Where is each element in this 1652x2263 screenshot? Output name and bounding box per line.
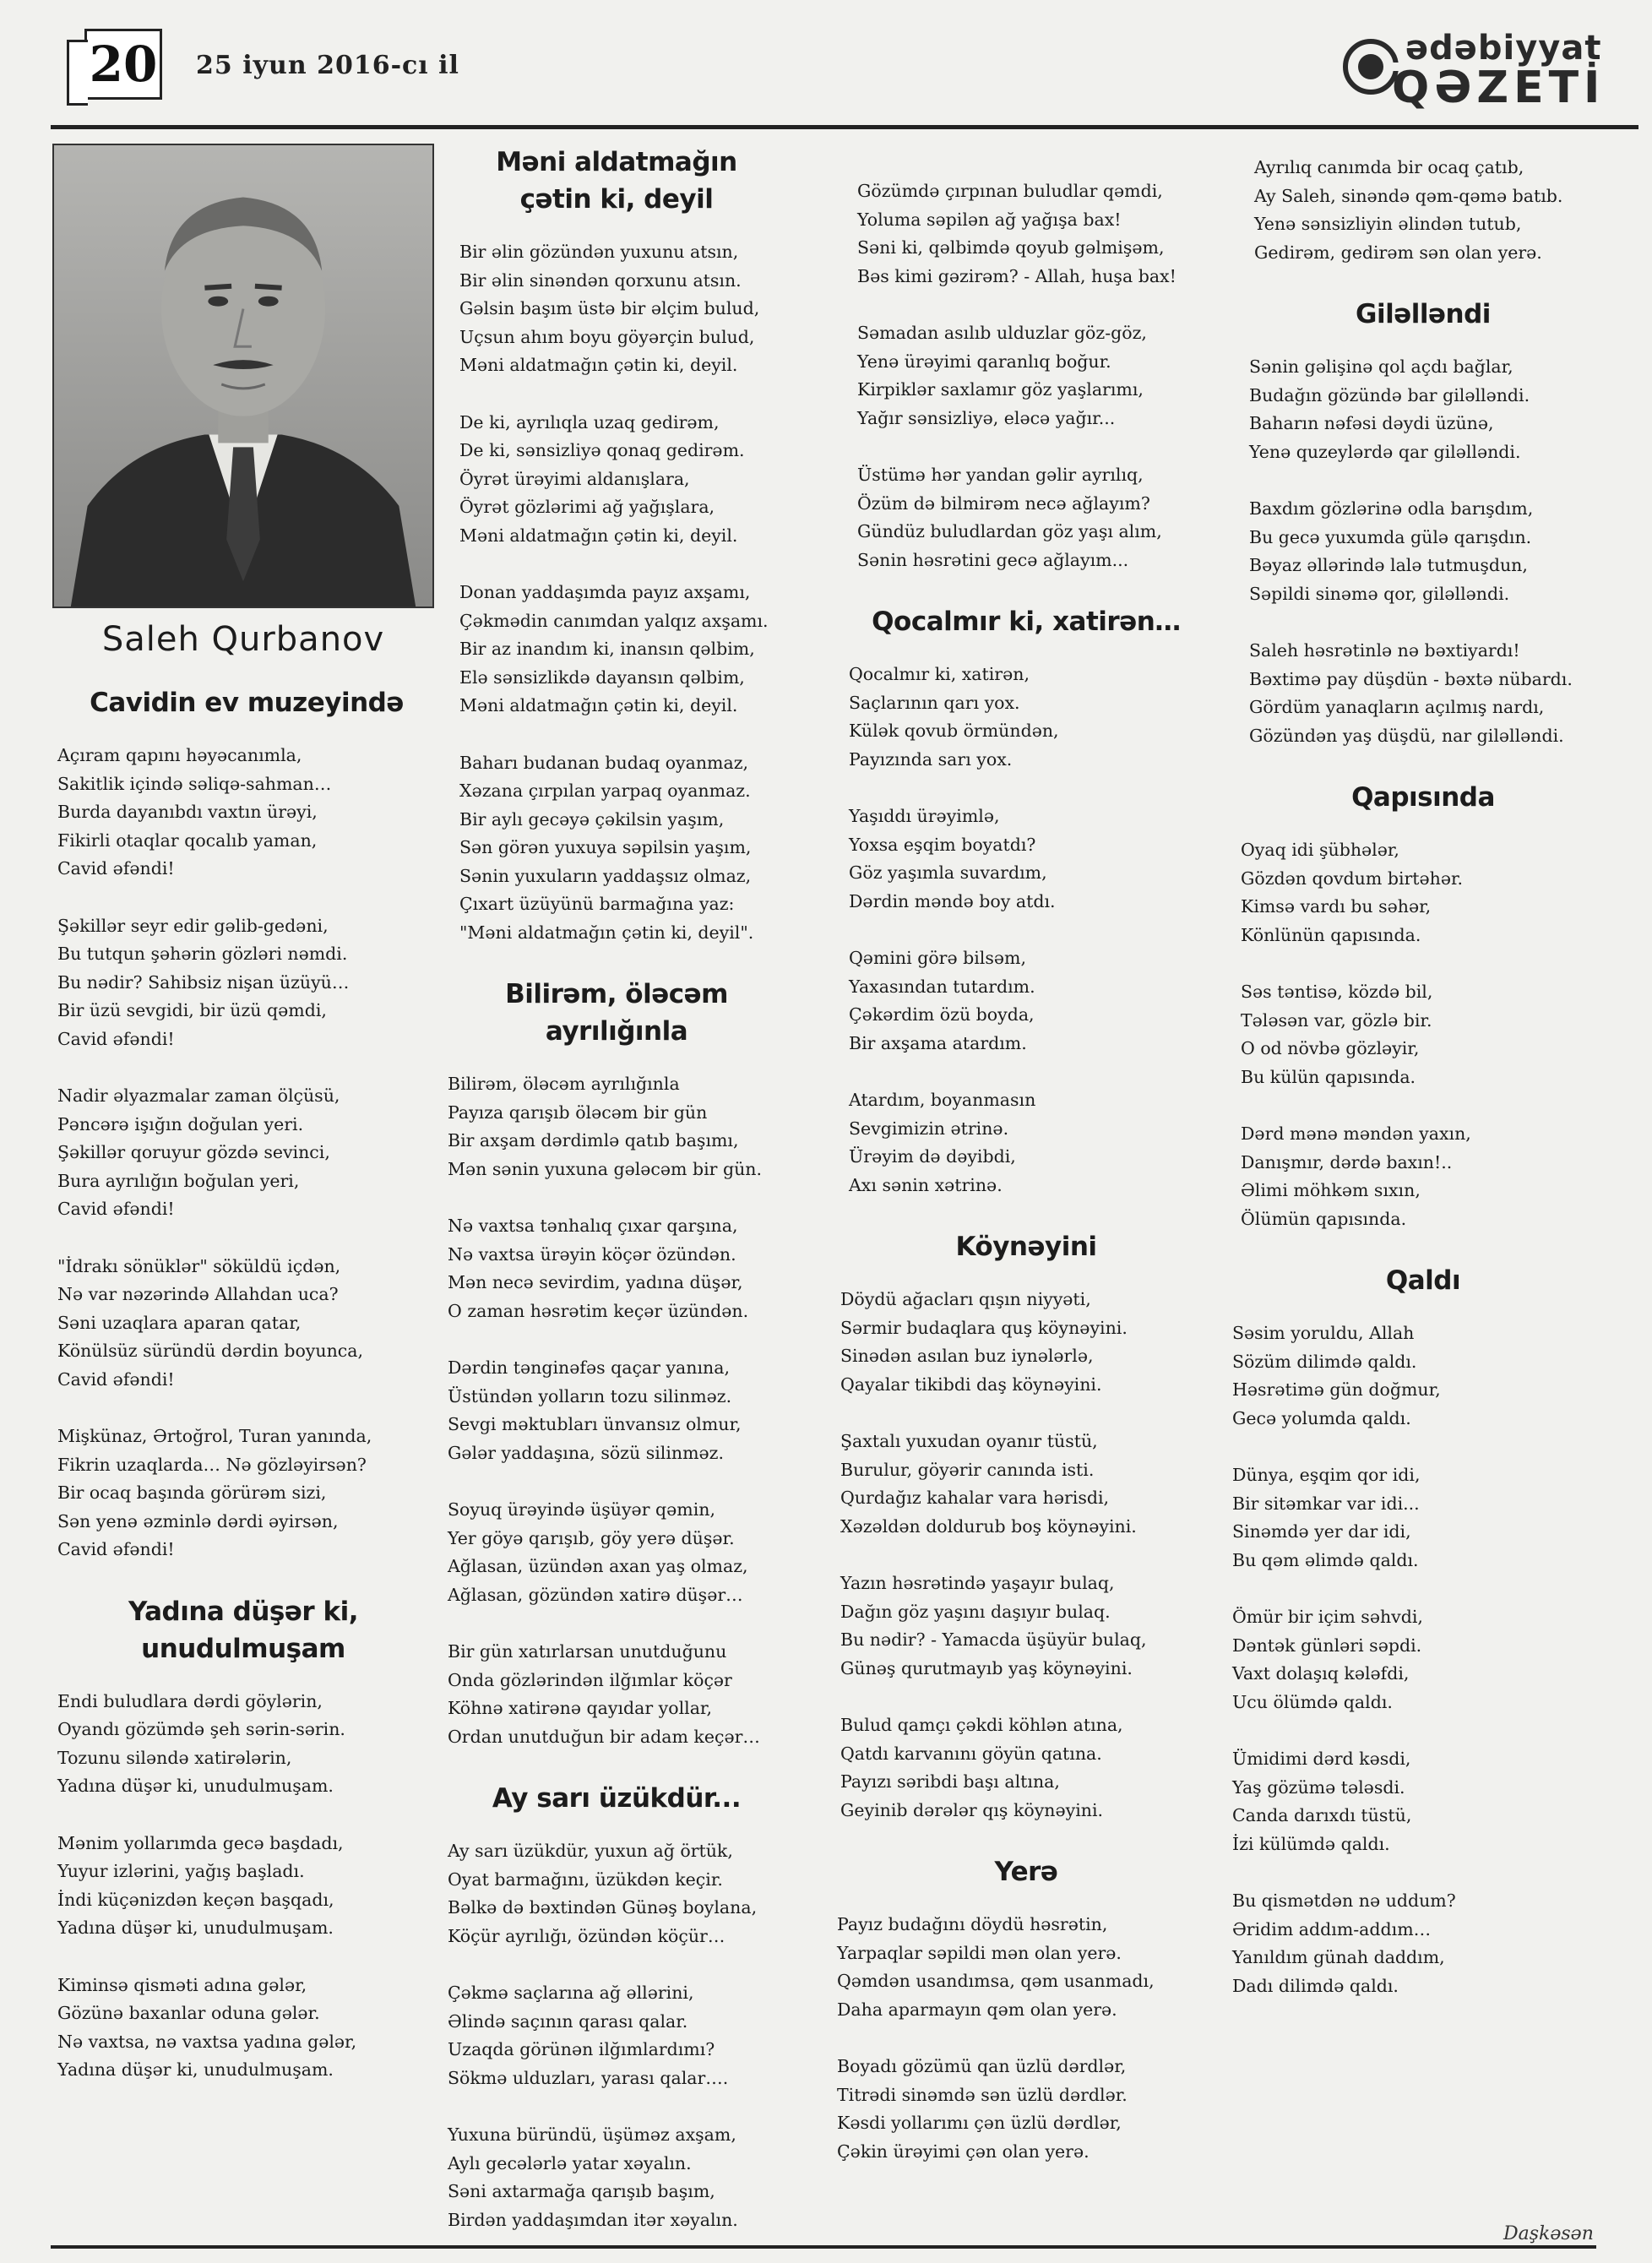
stanza xyxy=(1249,495,1617,608)
poem-line: Yer göyə qarışıb, göy yerə düşər. xyxy=(448,1527,735,1548)
poem xyxy=(1229,779,1617,1233)
poem-line: Dağın göz yaşını daşıyır bulaq. xyxy=(840,1601,1111,1622)
stanza xyxy=(1241,978,1617,1091)
stanza xyxy=(840,1428,1220,1541)
poem-line: Daha aparmayın qəm olan yerə. xyxy=(837,1999,1117,2020)
stanza xyxy=(857,319,1220,432)
poem-line: Titrədi sinəmdə sən üzlü dərdlər. xyxy=(837,2084,1128,2105)
stanza xyxy=(57,1830,441,1943)
poem-line: Uzaqda görünən ilğımlardımı? xyxy=(448,2039,715,2059)
poem-line: Köçür ayrılığı, özündən köçür… xyxy=(448,1925,725,1946)
poem-line: Cavid əfəndi! xyxy=(57,1199,175,1219)
poem-title: Köynəyini xyxy=(955,1232,1097,1262)
poem-line: Yağır sənsizliyə, eləcə yağır... xyxy=(857,407,1116,428)
poem-line: Ağlasan, gözündən xatirə düşər… xyxy=(448,1584,743,1605)
column-3 xyxy=(832,177,1220,2195)
poem-line: Qayalar tikibdi daş köynəyini. xyxy=(840,1374,1102,1395)
poem-line: Dəntək günləri səpdi. xyxy=(1232,1635,1422,1656)
poem-line: Yadına düşər ki, unudulmuşam. xyxy=(57,1918,334,1938)
stanza xyxy=(448,1979,794,2092)
poem-line: Sən yenə əzminlə dərdi əyirsən, xyxy=(57,1510,339,1531)
poem-line: Burda dayanıbdı vaxtın ürəyi, xyxy=(57,802,318,822)
poem-line: Yaş gözümə tələsdi. xyxy=(1232,1776,1405,1798)
stanza xyxy=(1232,1461,1617,1575)
poem-line: Yenə quzeylərdə qar giləlləndi. xyxy=(1249,441,1521,462)
portrait-image xyxy=(54,145,432,607)
poem-line: Gəlsin başım üstə bir əlçim bulud, xyxy=(459,298,760,318)
poem-line: Şaxtalı yuxudan oyanır tüstü, xyxy=(840,1431,1098,1451)
poem-line: Atardım, boyanmasın xyxy=(849,1090,1036,1110)
stanza xyxy=(849,1086,1220,1199)
poem-line: Ümidimi dərd kəsdi, xyxy=(1232,1749,1411,1769)
poem-line: O zaman həsrətim keçər üzündən. xyxy=(448,1300,749,1321)
poem-line: Kimsə vardı bu səhər, xyxy=(1241,896,1432,917)
poem-line: Baxdım gözlərinə odla barışdım, xyxy=(1249,498,1534,519)
stanza xyxy=(857,461,1220,574)
poem xyxy=(1229,1262,1617,2000)
poem-line: Gündüz buludlardan göz yaşı alım, xyxy=(857,521,1162,541)
stanza xyxy=(459,579,794,721)
poem-line: Payız budağını döydü həsrətin, xyxy=(837,1914,1108,1934)
poem-line: Könülsüz süründü dərdin boyunca, xyxy=(57,1341,364,1361)
stanza xyxy=(1232,1745,1617,1858)
stanza xyxy=(840,1286,1220,1399)
poem-line: Tələsən var, gözlə bir. xyxy=(1241,1009,1432,1031)
poem-line: Ölümün qapısında. xyxy=(1241,1208,1407,1229)
poem xyxy=(52,684,441,1564)
poem-line: Payıza qarışıb öləcəm bir gün xyxy=(448,1102,708,1123)
stanza xyxy=(459,749,794,948)
poem-line: Ağlasan, üzündən axan yaş olmaz, xyxy=(448,1556,748,1576)
poem-line: Xəzana çırpılan yarpaq oyanmaz. xyxy=(459,781,751,801)
poem-line: Baharı budanan budaq oyanmaz, xyxy=(459,752,749,773)
poem-line: Mən necə sevirdim, yadına düşər, xyxy=(448,1272,743,1292)
poem-line: Bir gün xatırlarsan unutduğunu xyxy=(448,1641,727,1662)
stanza xyxy=(837,2053,1220,2166)
poem-line: Ucu ölümdə qaldı. xyxy=(1232,1691,1393,1712)
poem-line: Pəncərə işığın doğulan yeri. xyxy=(57,1113,304,1134)
footer-credit: Daşkəsən xyxy=(1503,2223,1594,2244)
poem-line: Çəkin ürəyimi çən olan yerə. xyxy=(837,2141,1090,2162)
poem-line: Boyadı gözümü qan üzlü dərdlər, xyxy=(837,2056,1127,2076)
stanza xyxy=(857,177,1220,291)
poem-line: Göz yaşımla suvardım, xyxy=(849,862,1047,883)
author-name: Saleh Qurbanov xyxy=(101,620,385,659)
stanza xyxy=(448,1070,794,1183)
poem-title: Giləlləndi xyxy=(1356,299,1491,329)
poem-line: Səni uzaqlara aparan qatar, xyxy=(57,1312,302,1333)
stanza xyxy=(1232,1603,1617,1716)
column-2 xyxy=(439,144,794,2263)
column-1 xyxy=(52,144,441,2113)
poem-line: Çəkmədin canımdan yalqız axşamı. xyxy=(459,610,769,631)
poem-line: Sözüm dilimdə qaldı. xyxy=(1232,1351,1417,1372)
poem-line: Gözdən qovdum birtəhər. xyxy=(1241,868,1464,889)
poem-line: Fikrin uzaqlarda… Nə gözləyirsən? xyxy=(57,1454,367,1475)
poem-line: Nə vaxtsa, nə vaxtsa yadına gələr, xyxy=(57,2031,357,2052)
poem xyxy=(52,1593,441,2085)
poem-line: Qəmdən usandımsa, qəm usanmadı, xyxy=(837,1971,1155,1991)
author-photo xyxy=(52,144,434,608)
poem-line: Danışmır, dərdə baxın!.. xyxy=(1241,1151,1453,1172)
stanza xyxy=(57,1972,441,2085)
poem-line: Bulud qamçı çəkdi köhlən atına, xyxy=(840,1715,1123,1735)
poem xyxy=(439,976,794,1751)
page-header xyxy=(0,0,1652,135)
poem-line: Yadına düşər ki, unudulmuşam. xyxy=(57,2059,334,2080)
poem-line: Məni aldatmağın çətin ki, deyil. xyxy=(459,525,738,546)
poem-line: Yanıldım günah daddım, xyxy=(1232,1947,1445,1967)
poem-line: İzi külümdə qaldı. xyxy=(1232,1833,1390,1854)
stanza xyxy=(849,802,1220,916)
poem-line: Nə vaxtsa ürəyin köçər özündən. xyxy=(448,1243,736,1265)
poem-line: Bu qismətdən nə uddum? xyxy=(1232,1890,1456,1911)
poem-line: Qurdağız kahalar vara hərisdi, xyxy=(840,1488,1110,1508)
poem-line: Gözünə baxanlar oduna gələr. xyxy=(57,2003,320,2023)
poem-line: Kirpiklər saxlamır göz yaşlarımı, xyxy=(857,379,1144,400)
poem-line: Canda darıxdı tüstü, xyxy=(1232,1805,1412,1825)
page-number: 20 xyxy=(84,29,162,100)
poem-line: Mən sənin yuxuna gələcəm bir gün. xyxy=(448,1158,763,1179)
poem-line: Fikirli otaqlar qocalıb yaman, xyxy=(57,830,318,851)
poem-line: Saçlarının qarı yox. xyxy=(849,692,1020,713)
poem-line: Sənin həsrətini gecə ağlayım... xyxy=(857,549,1129,570)
column-4 xyxy=(1229,154,1617,2029)
poem-line: Yenə sənsizliyin əlindən tutub, xyxy=(1254,214,1522,234)
poem-line: Yaşıddı ürəyimlə, xyxy=(849,806,1000,826)
poem-line: Gözündən yaş düşdü, nar giləlləndi. xyxy=(1249,725,1564,746)
poem-line: Sevgimizin ətrinə. xyxy=(849,1118,1009,1139)
poem-line: Sən görən yuxuya səpilsin yaşım, xyxy=(459,837,752,857)
poem-line: Nə var nəzərində Allahdan uca? xyxy=(57,1284,339,1304)
stanza xyxy=(849,661,1220,774)
poem-line: Özüm də bilmirəm necə ağlayım? xyxy=(857,492,1150,514)
stanza xyxy=(840,1711,1220,1825)
poem-line: Bu nədir? Sahibsiz nişan üzüyü… xyxy=(57,971,350,993)
poem-line: Cavid əfəndi! xyxy=(57,1368,175,1390)
poem-line: Sərmir budaqlara quş köynəyini. xyxy=(840,1317,1128,1338)
poem-title: Qapısında xyxy=(1351,782,1495,813)
poem xyxy=(832,1853,1220,2166)
poem-line: Yadına düşər ki, unudulmuşam. xyxy=(57,1776,334,1796)
stanza xyxy=(448,1212,794,1325)
poem-line: Çəkmə saçlarına ağ əllərini, xyxy=(448,1983,694,2003)
poem xyxy=(439,1780,794,2234)
stanza xyxy=(849,944,1220,1058)
poem-line: Cavid əfəndi! xyxy=(57,1028,175,1049)
poem-line: Səpildi sinəmə qor, giləlləndi. xyxy=(1249,583,1510,604)
poem-line: Bir axşam dərdimlə qatıb başımı, xyxy=(448,1130,739,1151)
poem-line: Bir axşama atardım. xyxy=(849,1032,1027,1053)
poem-line: Mişkünaz, Ərtoğrol, Turan yanında, xyxy=(57,1426,372,1446)
poem-line: Nadir əlyazmalar zaman ölçüsü, xyxy=(57,1085,340,1106)
poem-line: Sənin gəlişinə qol açdı bağlar, xyxy=(1249,356,1513,377)
poem-title: Bilirəm, öləcəm ayrılığınla xyxy=(505,979,728,1047)
stanza xyxy=(448,1638,794,1751)
poem-line: Oyandı gözümdə şeh sərin-sərin. xyxy=(57,1719,345,1739)
poem-line: Nə vaxtsa tənhalıq çıxar qarşına, xyxy=(448,1216,738,1236)
poem-line: Şəkillər seyr edir gəlib-gedəni, xyxy=(57,915,329,936)
poem-line: Mənim yollarımda gecə başdadı, xyxy=(57,1832,344,1853)
stanza xyxy=(1249,637,1617,750)
poem-line: Bu qəm əlimdə qaldı. xyxy=(1232,1549,1419,1570)
poem-line: Günəş qurutmayıb yaş köynəyini. xyxy=(840,1657,1133,1678)
poem-line: Sökmə ulduzları, yarası qalar…. xyxy=(448,2067,729,2088)
poem-line: Baharın nəfəsi dəydi üzünə, xyxy=(1249,413,1494,433)
poem-line: Endi buludlara dərdi göylərin, xyxy=(57,1690,323,1711)
poem-line: Köhnə xatirənə qayıdar yollar, xyxy=(448,1698,712,1718)
poem xyxy=(439,144,794,947)
stanza xyxy=(1241,1120,1617,1233)
poem-line: Ay Saleh, sinəndə qəm-qəmə batıb. xyxy=(1254,185,1563,206)
poem-line: Bir sitəmkar var idi... xyxy=(1232,1493,1420,1514)
poem-title: Yerə xyxy=(994,1857,1058,1887)
stanza xyxy=(448,1354,794,1467)
poem-line: Tozunu siləndə xatirələrin, xyxy=(57,1747,292,1768)
stanza xyxy=(448,1496,794,1609)
poem-line: Bir əlin sinəndən qorxunu atsın. xyxy=(459,269,742,291)
poem-line: De ki, sənsizliyə qonaq gedirəm. xyxy=(459,440,745,460)
poem-line: Saleh həsrətinlə nə bəxtiyardı! xyxy=(1249,640,1520,661)
poem-line: De ki, ayrılıqla uzaq gedirəm, xyxy=(459,411,720,432)
poem-title: Yadına düşər ki, unudulmuşam xyxy=(128,1596,358,1664)
poem-title: Ay sarı üzükdür... xyxy=(492,1783,742,1814)
poem-line: Bu tutqun şəhərin gözləri nəmdi. xyxy=(57,944,348,964)
poem-line: Burulur, göyərir canında isti. xyxy=(840,1459,1095,1480)
poem-line: Yaxasından tutardım. xyxy=(849,976,1035,997)
poem-line: Külək qovub örmündən, xyxy=(849,721,1059,741)
poem-line: Oyaq idi şübhələr, xyxy=(1241,840,1399,860)
poem-line: Axı sənin xətrinə. xyxy=(849,1174,1003,1195)
stanza xyxy=(57,742,441,884)
footer-divider xyxy=(51,2245,1596,2249)
poem-line: Yuxuna büründü, üşüməz axşam, xyxy=(448,2124,736,2145)
poem-line: Geyinib dərələr qış köynəyini. xyxy=(840,1799,1104,1820)
stanza xyxy=(840,1569,1220,1683)
poem-line: Bir ocaq başında görürəm sizi, xyxy=(57,1482,327,1503)
poem-line: Kəsdi yollarımı çən üzlü dərdlər, xyxy=(837,2113,1122,2133)
poem-line: Bəyaz əllərində lalə tutmuşdun, xyxy=(1249,555,1528,575)
poem-line: Bəlkə də bəxtindən Günəş boylana, xyxy=(448,1897,758,1918)
poem-line: Səni axtarmağa qarışıb başım, xyxy=(448,2181,715,2201)
poem-line: Üstündən yolların tozu silinməz. xyxy=(448,1385,732,1406)
poem-line: Gördüm yanaqların açılmış nardı, xyxy=(1249,697,1545,717)
poem-line: Dadı dilimdə qaldı. xyxy=(1232,1975,1399,1996)
stanza xyxy=(57,1423,441,1564)
stanza xyxy=(448,2121,794,2234)
poem-line: Ayrılıq canımda bir ocaq çatıb, xyxy=(1254,157,1524,177)
poem-line: Səni ki, qəlbimdə qoyub gəlmişəm, xyxy=(857,237,1165,258)
poem-line: Donan yaddaşımda payız axşamı, xyxy=(459,582,751,602)
poem-line: Öyrət ürəyimi aldanışlara, xyxy=(459,468,690,489)
poem-line: Gözümdə çırpınan buludlar qəmdi, xyxy=(857,181,1163,201)
poem-line: Yenə ürəyimi qaranlıq boğur. xyxy=(857,351,1111,372)
logo-word-edebiyyat: ədəbiyyat xyxy=(1405,29,1602,68)
poem-title: Cavidin ev muzeyində xyxy=(90,688,404,718)
poem-line: Yuyur izlərini, yağış başladı. xyxy=(57,1861,305,1881)
poem-line: Ordan unutduğun bir adam keçər… xyxy=(448,1726,760,1747)
poem-line: "İdrakı sönüklər" söküldü içdən, xyxy=(57,1255,341,1276)
stanza xyxy=(1254,154,1617,267)
stanza xyxy=(448,1837,794,1950)
poem-line: Birdən yaddaşımdan itər xəyalın. xyxy=(448,2209,738,2230)
poem-line: Əlimi möhkəm sıxın, xyxy=(1241,1180,1421,1200)
poem-line: Səmadan asılıb ulduzlar göz-göz, xyxy=(857,323,1147,343)
poem-line: Qocalmır ki, xatirən, xyxy=(849,664,1030,684)
poem-line: Bir əlin gözündən yuxunu atsın, xyxy=(459,242,739,262)
stanza xyxy=(459,238,794,380)
poem-line: Qəmini görə bilsəm, xyxy=(849,948,1026,968)
poem xyxy=(1229,296,1617,750)
poem-line: Onda gözlərindən ilğımlar köçər xyxy=(448,1669,732,1690)
poem-line: Gedirəm, gedirəm sən olan yerə. xyxy=(1254,242,1542,263)
poem-line: Ay sarı üzükdür, yuxun ağ örtük, xyxy=(448,1841,733,1861)
stanza xyxy=(1249,353,1617,466)
poem-line: Elə sənsizlikdə dayansın qəlbim, xyxy=(459,666,745,688)
poem-line: Sinəmdə yer dar idi, xyxy=(1232,1521,1411,1542)
poem-line: Sinədən asılan buz iynələrlə, xyxy=(840,1346,1094,1366)
poem-line: Soyuq ürəyində üşüyər qəmin, xyxy=(448,1499,715,1520)
poem-line: Ömür bir içim səhvdi, xyxy=(1232,1607,1423,1627)
poem-line: Sakitlik içində səliqə-sahman… xyxy=(57,773,332,794)
poem-line: Döydü ağacları qışın niyyəti, xyxy=(840,1289,1091,1309)
poem xyxy=(832,603,1220,1199)
poem-line: Dərdin təngi​nəfəs qaçar yanına, xyxy=(448,1357,730,1378)
poem-line: Səsim yoruldu, Allah xyxy=(1232,1323,1415,1343)
poem-line: Bu gecə yuxumda gülə qarışdın. xyxy=(1249,526,1532,547)
stanza xyxy=(1232,1319,1617,1433)
poem-line: Könlünün qapısında. xyxy=(1241,924,1421,945)
stanza xyxy=(1241,836,1617,949)
poem-title: Məni aldatmağın çətin ki, deyil xyxy=(496,147,737,215)
poem-line: Uçsun ahım boyu göyərçin bulud, xyxy=(459,326,755,347)
poem-line: Sənin yuxuların yaddaşsız olmaz, xyxy=(459,865,752,886)
poem-line: Budağın gözündə bar giləlləndi. xyxy=(1249,384,1530,405)
poem-line: Çıxart üzüyünü barmağına yaz: xyxy=(459,894,735,914)
poem-line: Dərd mənə məndən yaxın, xyxy=(1241,1123,1471,1144)
poem-line: Bu külün qapısında. xyxy=(1241,1066,1416,1087)
poem-line: Yarpaqlar səpildi mən olan yerə. xyxy=(837,1942,1122,1963)
issue-date: 25 iyun 2016-cı il xyxy=(196,51,459,80)
poem-continuation xyxy=(1229,154,1617,267)
stanza xyxy=(57,1082,441,1224)
newspaper-logo xyxy=(1341,25,1606,118)
poem-line: Yoluma səpilən ağ yağışa bax! xyxy=(857,209,1122,230)
poem-line: Aylı gecələrlə yatar xəyalın. xyxy=(448,2152,692,2173)
poem-line: Çəkərdim özü boyda, xyxy=(849,1004,1035,1025)
stanza xyxy=(57,1688,441,1801)
poem-continuation xyxy=(832,177,1220,574)
poem-line: Gələr yaddaşına, sözü silinməz. xyxy=(448,1442,724,1463)
poem-line: Bir üzü sevgidi, bir üzü qəmdi, xyxy=(57,1000,327,1020)
poem-line: Əridim addım-addım… xyxy=(1232,1918,1432,1939)
poem-line: Cavid əfəndi! xyxy=(57,1539,175,1559)
poem-line: Yoxsa eşqim boyatdı? xyxy=(849,834,1036,855)
poem-title: Qaldı xyxy=(1385,1265,1461,1296)
poem-line: Vaxt dolaşıq kələfdi, xyxy=(1232,1663,1410,1684)
poem-line: Açıram qapını həyəcanımla, xyxy=(57,745,302,765)
poem-line: Oyat barmağını, üzükdən keçir. xyxy=(448,1869,723,1890)
poem-line: Bura ayrılığın boğulan yeri, xyxy=(57,1170,300,1191)
poem-line: Bəxtimə pay düşdün - bəxtə nübardı. xyxy=(1249,668,1573,689)
poem-line: Öyrət gözlərimi ağ yağışlara, xyxy=(459,497,715,517)
stanza xyxy=(837,1911,1220,2024)
poem-line: Şəkillər qoruyur gözdə sevinci, xyxy=(57,1142,330,1162)
poem-line: Bir az inandım ki, inansın qəlbim, xyxy=(459,639,755,659)
poem-line: Bir aylı gecəyə çəkilsin yaşım, xyxy=(459,808,725,830)
poem-line: Məni aldatmağın çətin ki, deyil. xyxy=(459,355,738,375)
poem-line: Bəs kimi gəzirəm? - Allah, huşa bax! xyxy=(857,265,1177,286)
poem-line: Üstümə hər yandan gəlir ayrılıq, xyxy=(857,465,1144,485)
poem-line: Payızı səribdi başı altına, xyxy=(840,1771,1060,1792)
poem-line: Əlində saçının qarası qalar. xyxy=(448,2010,688,2032)
stanza xyxy=(57,1253,441,1395)
poem-line: Payızında sarı yox. xyxy=(849,748,1013,770)
poem-line: Bu nədir? - Yamacda üşüyür bulaq, xyxy=(840,1629,1147,1650)
poem-line: Xəzəldən doldurub boş köynəyini. xyxy=(840,1515,1137,1537)
poem-line: Qatdı karvanını göyün qatına. xyxy=(840,1743,1102,1764)
logo-word-qezeti: QƏZETİ xyxy=(1392,63,1606,113)
stanza xyxy=(57,912,441,1054)
poem-line: Yazın həsrətində yaşayır bulaq, xyxy=(840,1573,1115,1593)
poem-line: Həsrətimə gün doğmur, xyxy=(1232,1379,1441,1400)
poem-line: Dünya, eşqim qor idi, xyxy=(1232,1465,1421,1485)
poem-line: Gecə yolumda qaldı. xyxy=(1232,1407,1411,1428)
poem-line: O od növbə gözləyir, xyxy=(1241,1038,1420,1058)
poem-line: Sevgi məktubları ünvansız olmur, xyxy=(448,1414,742,1434)
poem-line: Cavid əfəndi! xyxy=(57,858,175,879)
poem-line: Kiminsə qisməti adına gələr, xyxy=(57,1974,307,1995)
stanza xyxy=(1232,1887,1617,2000)
poem-line: "Məni aldatmağın çətin ki, deyil". xyxy=(459,922,754,943)
poem-line: Məni aldatmağın çətin ki, deyil. xyxy=(459,695,738,715)
stanza xyxy=(459,409,794,551)
poem-title: Qocalmır ki, xatirən… xyxy=(872,607,1181,637)
poem-line: Səs təntisə, közdə bil, xyxy=(1241,982,1433,1002)
poem-line: Bilirəm, öləcəm ayrılığınla xyxy=(448,1074,680,1094)
poem-line: Ürəyim də dəyibdi, xyxy=(849,1146,1016,1167)
poem-line: İndi küçənizdən keçən başqadı, xyxy=(57,1889,334,1910)
header-divider xyxy=(51,125,1638,129)
poem xyxy=(832,1228,1220,1825)
poem-line: Dərdin məndə boy atdı. xyxy=(849,890,1056,911)
